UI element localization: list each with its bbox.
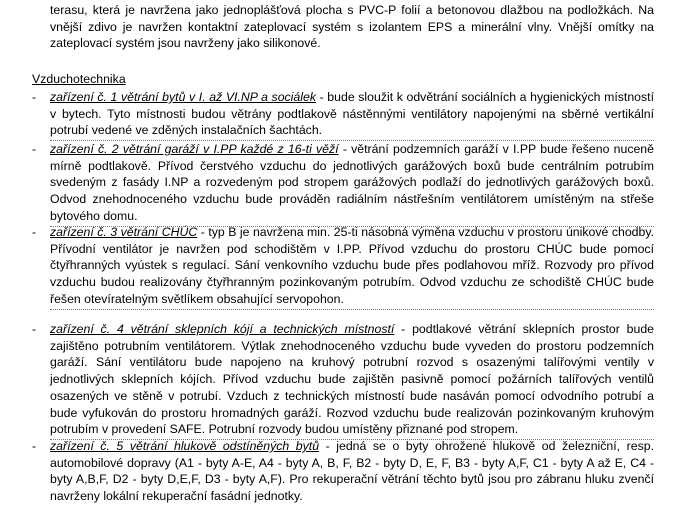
item-title: zařízení č. 4 větrání sklepních kójí a technických místností (50, 322, 395, 336)
list-item (32, 438, 654, 506)
list-item-body (50, 89, 654, 141)
list-item (32, 224, 654, 310)
item-text: - jedná se o byty ohrožené hlukově od železniční, resp. automobilové dopravy (A1 - byty A-E, A4 - byty A, B, F, B2 - byty D, E, F, B3 - byty A,F, C1 - byty A až E, C4 - byty A,B,F, D2 - byty D,E,F, D3 - byty A,F). Pro rekuperační větrání těchto bytů jsou pro zábranu hluku zvenčí navrženy lokální rekuperační fasádní jednotky. (50, 439, 654, 504)
item-title: zařízení č. 5 větrání hlukově odstíněných bytů (50, 439, 320, 453)
item-text: - větrání podzemních garáží v I.PP bude řešeno nuceně mírně podtlakově. Přívod čerstvého vzduchu do jednotlivých garážových boxů bude centrálním potrubím svedeným z fasády I.NP a rozvedeným pod stropem garážových podlaží do jednotlivých garážových boxů. Odvod znehodnoceného vzduchu bude prováděn radiálním nástřešním ventilátorem umístěným na střeše bytového domu. (50, 142, 654, 223)
list-item (32, 141, 654, 227)
list-item-body (50, 141, 654, 227)
list-item (32, 89, 654, 141)
bullet-dash: - (32, 322, 37, 336)
item-text: - typ B je navržena min. 25-ti násobná výměna vzduchu v prostoru únikové chodby. Přívodní ventilátor je navržen pod schodištěm v I.PP. Přívod vzduchu do prostoru CHÚC bude pomocí čtyřhranných vyústek s regulací. Sání venkovního vzduchu bude přes podlahovou mříž. Rozvody pro přívod vzduchu budou realizovány čtyřhranným pozinkovaným potrubím. Odvod vzduchu ze schodiště CHÚC bude řešen otevíratelným světlíkem obsahující servopohon. (50, 225, 654, 306)
list-item-body (50, 438, 654, 506)
item-title: zařízení č. 1 větrání bytů v I. až VI.NP a sociálek (50, 90, 316, 104)
bullet-dash: - (32, 225, 37, 239)
list-item-body (50, 224, 654, 310)
item-text: - podtlakové větrání sklepních prostor bude zajištěno potrubním ventilátorem. Výtlak znehodnoceného vzduchu bude vyveden do prostoru podzemních garáží. Sání ventilátoru bude napojeno na kruhový potrubní rozvod s osazenými talířovými ventily v jednotlivých sklepních kójích. Přívod vzduchu bude zajištěn pasivně pomocí požárních talířových ventilů osazených ve stěně v potrubí. Vzduch z technických místností bude nasáván pomocí odvodního potrubí a bude vyfukován do prostoru hromadných garáží. Rozvod vzduchu bude realizován pozinkovaným kruhovým potrubím v provedení SAFE. Potrubní rozvody budou umístěny přiznané pod stropem. (50, 322, 654, 437)
bullet-dash: - (32, 439, 37, 453)
list-item (32, 321, 654, 440)
section-heading: Vzduchotechnika (32, 72, 126, 86)
list-item-body (50, 321, 654, 440)
bullet-dash: - (32, 142, 37, 156)
intro-paragraph: terasu, která je navržena jako jednoplášťová plocha s PVC-P folií a betonovou dlažbou na podložkách. Na vnější zdivo je navržen kontaktní zateplovací systém s izolantem EPS a minerální vlny. Vnější omítky na zateplovací systém jsou navrženy jako silikonové. (50, 3, 654, 51)
item-title: zařízení č. 2 větrání garáží v I.PP každé z 16-ti věží (50, 142, 339, 156)
item-text: - bude sloužit k odvětrání sociálních a hygienických místností v bytech. Tyto místnosti budou větrány podtlakově nástěnnými ventilátory napojenými na sběrné vertikální potrubí vedené ve zděných instalačních šachtách. (50, 90, 655, 138)
item-title: zařízení č. 3 větrání CHÚC (50, 225, 198, 239)
bullet-dash: - (32, 90, 37, 104)
